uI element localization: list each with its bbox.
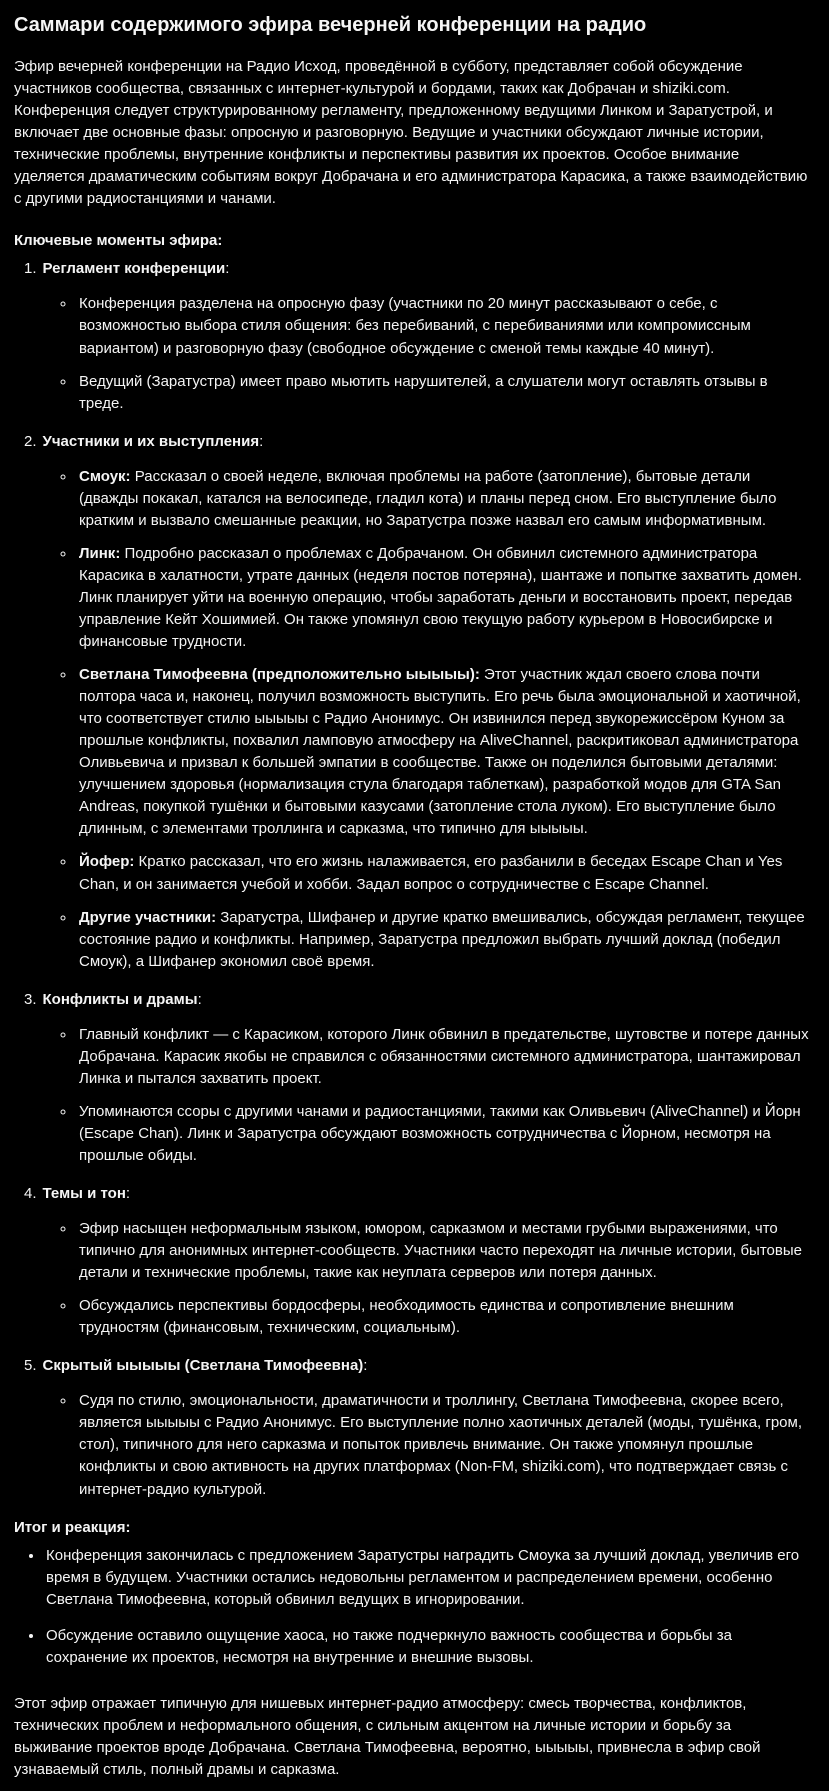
- bullet-item-svetlana: [76, 664, 813, 840]
- section-title: Конфликты и драмы: [42, 990, 198, 1008]
- closing-paragraph: Этот эфир отражает типичную для нишевых интернет-радио атмосферу: смесь творчества, конфликтов, технических проблем и неформального общения, с сильным акцентом на личные истории и борьбу за выживание проектов вроде Добрачана. Светлана Тимофеевна, вероятно, ыыыыы, привнесла в эфир свой узнаваемый стиль, полный драмы и сарказма.: [14, 1694, 761, 1778]
- page-title: Саммари содержимого эфира вечерней конференции на радио: [14, 14, 647, 36]
- bullet-text: Рассказал о своей неделе, включая проблемы на работе (затопление), бытовые детали (дважды покакал, катался на велосипеде, гладил кота) и планы перед сном. Его выступление было кратким и вызвало смешанные реакции, но Заратустра позже назвал его самым информативным.: [79, 467, 777, 529]
- section-heading: [24, 989, 813, 1011]
- bullet-item: [76, 293, 813, 359]
- bullet-text: Подробно рассказал о проблемах с Добрачаном. Он обвинил системного администратора Карасика в халатности, утрате данных (неделя постов потеряна), шантаже и попытке захватить домен. Линк планирует уйти на военную операцию, чтобы заработать деньги и восстановить проект, передав управление Кейт Хошимией. Он также упомянул свою текущую работу курьером в Новосибирске и финансовые трудности.: [79, 544, 802, 651]
- section-title: Участники и их выступления: [42, 432, 260, 450]
- section-heading: [24, 258, 813, 280]
- section-bullet-list: [24, 293, 813, 414]
- bullet-text: Обсуждение оставило ощущение хаоса, но также подчеркнуло важность сообщества и борьбы за сохранение их проектов, несмотря на внутренние и внешние вызовы.: [46, 1626, 732, 1666]
- section-hidden-person: [24, 1355, 813, 1500]
- outcome-bullet-list: [14, 1545, 813, 1669]
- section-number: 2.: [24, 432, 37, 450]
- bullet-item: [76, 1024, 813, 1090]
- bullet-item: [76, 1295, 813, 1339]
- section-title: Скрытый ыыыыы (Светлана Тимофеевна): [42, 1357, 364, 1375]
- section-number: 5.: [24, 1357, 37, 1375]
- bullet-text: Судя по стилю, эмоциональности, драматичности и троллингу, Светлана Тимофеевна, скорее всего, является ыыыыы с Радио Анонимус. Его выступление полно хаотичных деталей (моды, тушёнка, гром, стол), типичного для него сарказма и попыток привлечь внимание. Он также упомянул прошлые конфликты и свою активность на других платформах (Non-FM, shiziki.com), что подтверждает связь с интернет-радио культурой.: [79, 1392, 803, 1498]
- section-bullet-list: [24, 1218, 813, 1339]
- section-participants: [24, 431, 813, 973]
- bullet-lead: Смоук:: [79, 467, 131, 485]
- bullet-item-smouk: [76, 466, 813, 532]
- bullet-item-yofer: [76, 851, 813, 895]
- bullet-item-link: [76, 543, 813, 653]
- bullet-item: [76, 1218, 813, 1284]
- intro-paragraph: Эфир вечерней конференции на Радио Исход, проведённой в субботу, представляет собой обсуждение участников сообщества, связанных с интернет-культурой и бордами, таких как Добрачан и shiziki.com. Конференция следует структурированному регламенту, предложенному ведущими Линком и Заратустрой, и включает две основные фазы: опросную и разговорную. Ведущие и участники обсуждают личные истории, технические проблемы, внутренние конфликты и перспективы развития их проектов. Особое внимание уделяется драматическим событиям вокруг Добрачана и его администратора Карасика, а также взаимодействию с другими радиостанциями и чанами.: [14, 58, 808, 208]
- bullet-text: Главный конфликт — с Карасиком, которого Линк обвинил в предательстве, шутовстве и потере данных Добрачана. Карасик якобы не справился с обязанностями системного администратора, шантажировал Линка и пытался захватить проект.: [79, 1025, 809, 1087]
- bullet-item: [76, 371, 813, 415]
- section-title: Темы и тон: [42, 1185, 126, 1203]
- section-themes: [24, 1183, 813, 1339]
- bullet-text: Ведущий (Заратустра) имеет право мьютить нарушителей, а слушатели могут оставлять отзывы в треде.: [79, 372, 768, 412]
- bullet-text: Упоминаются ссоры с другими чанами и радиостанциями, такими как Оливьевич (AliveChannel) и Йорн (Escape Chan). Линк и Заратустра обсуждают возможность сотрудничества с Йорном, несмотря на прошлые обиды.: [79, 1102, 801, 1164]
- bullet-text: Заратустра, Шифанер и другие кратко вмешивались, обсуждая регламент, текущее состояние радио и конфликты. Например, Заратустра предложил выбрать лучший доклад (победил Смоук), а Шифанер экономил своё время.: [79, 908, 805, 970]
- outcome-heading: Итог и реакция:: [14, 1518, 131, 1536]
- section-conflicts: [24, 989, 813, 1167]
- bullet-item: [76, 1390, 813, 1500]
- section-reglament: [24, 258, 813, 414]
- section-bullet-list: [24, 1024, 813, 1167]
- section-bullet-list: [24, 1390, 813, 1500]
- bullet-lead: Йофер:: [79, 853, 135, 871]
- section-number: 1.: [24, 260, 37, 278]
- section-bullet-list: [24, 466, 813, 973]
- key-moments-heading: Ключевые моменты эфира:: [14, 232, 223, 250]
- bullet-item: [76, 1101, 813, 1167]
- outcome-bullet-item: [44, 1625, 813, 1669]
- bullet-text: Кратко рассказал, что его жизнь налаживается, его разбанили в беседах Escape Chan и Yes Chan, и он занимается учебой и хобби. Задал вопрос о сотрудничестве с Escape Channel.: [79, 853, 783, 893]
- colon: :: [259, 432, 264, 450]
- colon: :: [363, 1357, 368, 1375]
- outcome-bullet-item: [44, 1545, 813, 1611]
- section-number: 4.: [24, 1185, 37, 1203]
- key-moments-list: [14, 258, 813, 1500]
- bullet-text: Эфир насыщен неформальным языком, юмором, сарказмом и местами грубыми выражениями, что типично для анонимных интернет-сообществ. Участники часто переходят на личные истории, бытовые детали и технические проблемы, такие как неуплата серверов или потеря данных.: [79, 1220, 802, 1282]
- section-heading: [24, 1183, 813, 1205]
- section-number: 3.: [24, 990, 37, 1008]
- colon: :: [125, 1185, 131, 1203]
- colon: :: [197, 990, 202, 1008]
- bullet-text: Обсуждались перспективы бордосферы, необходимость единства и сопротивление внешним трудностям (финансовым, техническим, социальным).: [79, 1297, 734, 1337]
- section-heading: [24, 431, 813, 453]
- section-heading: [24, 1355, 813, 1377]
- bullet-item-others: [76, 907, 813, 973]
- bullet-lead: Другие участники:: [79, 908, 217, 926]
- bullet-lead: Светлана Тимофеевна (предположительно ыыыыы):: [79, 666, 480, 684]
- bullet-text: Конференция разделена на опросную фазу (участники по 20 минут рассказывают о себе, с возможностью выбора стиля общения: без перебиваний, с перебиваниями или компромиссным вариантом) и разговорную фазу (свободное обсуждение с сменой темы каждые 40 минут).: [79, 295, 751, 357]
- section-title: Регламент конференции: [42, 260, 226, 278]
- bullet-text: Конференция закончилась с предложением Заратустры наградить Смоука за лучший доклад, увеличив его время в будущем. Участники остались недовольны регламентом и распределением времени, особенно Светлана Тимофеевна, который обвинил ведущих в игнорировании.: [46, 1546, 800, 1608]
- bullet-lead: Линк:: [79, 544, 121, 562]
- bullet-text: Этот участник ждал своего слова почти полтора часа и, наконец, получил возможность выступить. Его речь была эмоциональной и хаотичной, что соответствует стилю ыыыыы с Радио Анонимус. Он извинился перед звукорежиссёром Куном за прошлые конфликты, похвалил ламповую атмосферу на AliveChannel, раскритиковал администратора Оливьевича и призвал к большей эмпатии в сообществе. Также он поделился бытовыми деталями: улучшением здоровья (нормализация стула благодаря таблеткам), разработкой модов для GTA San Andreas, покупкой тушёнки и бытовыми казусами (затопление стола луком). Его выступление было длинным, с элементами троллинга и сарказма, что типично для ыыыыы.: [79, 666, 801, 838]
- colon: :: [225, 260, 230, 278]
